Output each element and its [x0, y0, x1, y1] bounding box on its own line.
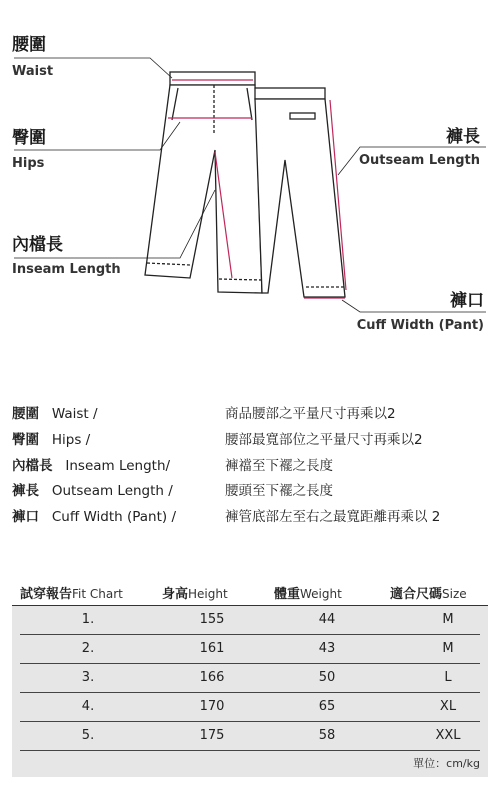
label-hips-en: Hips	[12, 156, 45, 171]
header-height: 身高Height	[162, 587, 228, 602]
table-row	[20, 606, 480, 635]
definition-zh: 褲長	[12, 483, 39, 499]
definition-en: Cuff Width (Pant) /	[51, 509, 176, 525]
row-height: 155	[199, 612, 225, 627]
definition-en: Waist /	[51, 406, 98, 422]
definition-zh: 腰圍	[12, 406, 39, 422]
row-weight: 65	[318, 699, 336, 714]
definition-item	[12, 479, 173, 499]
definition-en: Inseam Length/	[65, 458, 171, 474]
row-size: M	[442, 641, 454, 656]
row-index: 1.	[81, 612, 95, 627]
row-index: 4.	[81, 699, 95, 714]
front-pants-illustration	[145, 72, 262, 293]
definition-zh: 褲口	[12, 509, 39, 525]
fit-chart-table	[12, 575, 488, 777]
unit-note: 單位：cm/kg	[413, 757, 480, 770]
label-outseam-en: Outseam Length	[358, 153, 480, 168]
definition-desc: 褲襠至下襬之長度	[225, 458, 333, 474]
label-waist-en: Waist	[12, 64, 54, 79]
row-height: 161	[199, 641, 225, 656]
definition-desc: 腰頭至下襬之長度	[225, 483, 333, 499]
definition-item	[12, 505, 176, 525]
row-weight: 44	[318, 612, 336, 627]
label-waist-zh: 腰圍	[12, 35, 46, 55]
definition-item	[12, 428, 90, 448]
pants-measurement-diagram	[0, 0, 500, 360]
row-index: 2.	[81, 641, 95, 656]
table-row	[20, 693, 480, 722]
label-inseam-zh: 內檔長	[12, 235, 63, 255]
label-outseam-zh: 褲長	[446, 127, 480, 147]
label-inseam-en: Inseam Length	[12, 262, 121, 277]
row-height: 166	[199, 670, 225, 685]
row-height: 170	[199, 699, 225, 714]
header-size: 適合尺碼Size	[390, 587, 467, 602]
row-index: 3.	[81, 670, 95, 685]
row-size: M	[442, 612, 454, 627]
row-size: XXL	[435, 728, 461, 743]
definition-en: Outseam Length /	[51, 483, 173, 499]
table-row	[20, 722, 480, 751]
row-index: 5.	[81, 728, 95, 743]
row-weight: 43	[318, 641, 336, 656]
definition-desc: 褲管底部左至右之最寬距離再乘以 2	[225, 509, 441, 525]
table-row	[20, 635, 480, 664]
definition-desc: 腰部最寬部位之平量尺寸再乘以2	[225, 432, 423, 448]
definition-zh: 內檔長	[12, 458, 53, 474]
definition-item	[12, 402, 98, 422]
header-fit-chart: 試穿報告Fit Chart	[20, 587, 123, 602]
definition-desc: 商品腰部之平量尺寸再乘以2	[225, 406, 396, 422]
definition-item	[12, 454, 170, 474]
definition-zh: 臀圍	[12, 432, 39, 448]
table-row	[20, 664, 480, 693]
row-weight: 50	[318, 670, 336, 685]
table-header	[12, 575, 488, 606]
row-size: L	[444, 670, 452, 685]
definition-en: Hips /	[51, 432, 91, 448]
row-height: 175	[199, 728, 225, 743]
label-cuff-en: Cuff Width (Pant)	[356, 318, 484, 333]
label-cuff-zh: 褲口	[450, 291, 484, 311]
row-size: XL	[439, 699, 457, 714]
label-hips-zh: 臀圍	[12, 128, 46, 148]
row-weight: 58	[318, 728, 336, 743]
header-weight: 體重Weight	[274, 587, 342, 602]
